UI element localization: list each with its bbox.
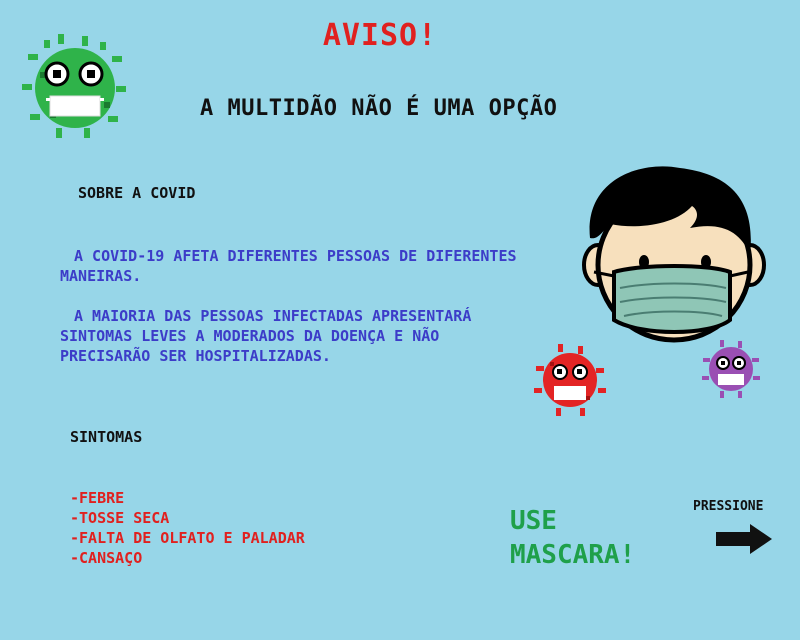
list-item: -CANSAÇO <box>70 549 143 567</box>
symptoms-heading: SINTOMAS <box>70 428 143 446</box>
symptoms-list <box>70 488 305 568</box>
about-heading: SOBRE A COVID <box>78 184 196 202</box>
about-paragraph-2: A MAIORIA DAS PESSOAS INFECTADAS APRESENTARÁ SINTOMAS LEVES A MODERADOS DA DOENÇA E NÃO PRECISARÃO SER HOSPITALIZADAS. <box>60 307 472 365</box>
cta-line-1: USE <box>510 506 557 536</box>
green-virus-icon <box>20 32 130 142</box>
about-paragraph-1: A COVID-19 AFETA DIFERENTES PESSOAS DE DIFERENTES MANEIRAS. <box>60 247 517 285</box>
list-item: -TOSSE SECA <box>70 509 170 527</box>
page-subtitle: A MULTIDÃO NÃO É UMA OPÇÃO <box>200 96 558 121</box>
red-virus-icon <box>534 344 606 416</box>
list-item: -FALTA DE OLFATO E PALADAR <box>70 529 305 547</box>
use-mask-message <box>510 504 635 572</box>
cta-line-2: MASCARA! <box>510 540 636 570</box>
press-label: PRESSIONE <box>693 499 764 514</box>
page-title: AVISO! <box>322 18 438 53</box>
purple-virus-icon <box>702 340 760 398</box>
masked-face-icon <box>580 160 780 350</box>
list-item: -FEBRE <box>70 489 125 507</box>
arrow-right-icon[interactable] <box>714 522 774 556</box>
